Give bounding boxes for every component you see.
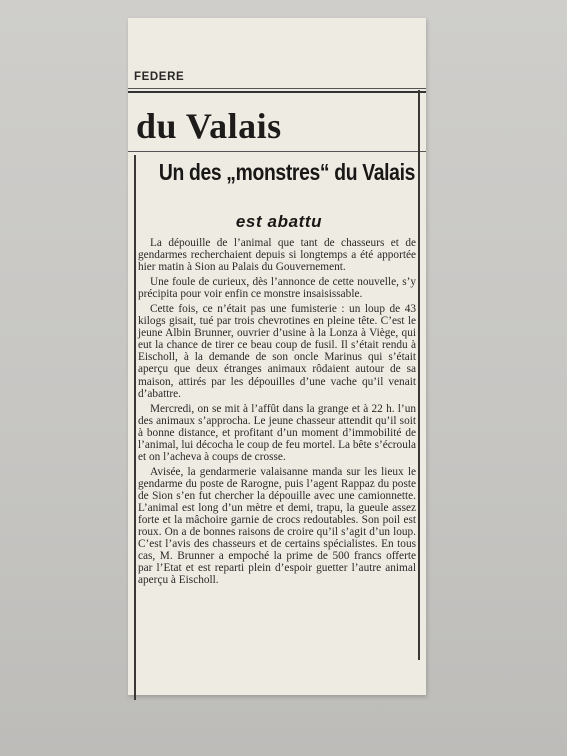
newspaper-clipping xyxy=(128,18,426,695)
paragraph: La dépouille de l’animal que tant de chasseurs et de gendarmes recherchaient depuis si longtemps a été apportée hier matin à Sion au Palais du Gouvernement. xyxy=(138,237,416,274)
masthead-fragment: FEDERE xyxy=(134,71,185,83)
section-rule xyxy=(128,151,426,152)
paragraph: Cette fois, ce n’était pas une fumisterie : un loup de 43 kilogs gisait, tué par trois chevrotines en pleine tête. C’est le jeune Albin Brunner, ouvrier d’usine à la Lonza à Viège, qui eut la chance de tirer ce beau coup de fusil. Il s’était rendu à Eischoll, à la demande de son oncle Marinus qui s’était aperçu que deux étranges animaux rôdaient autour de sa maison, attirés par les dépouilles d’une vache qu’il venait d’abattre. xyxy=(138,303,416,400)
section-title: du Valais xyxy=(136,106,282,146)
masthead-rule xyxy=(128,88,426,89)
column-rule-right xyxy=(418,90,420,660)
article-subhead: est abattu xyxy=(235,212,323,231)
paragraph: Avisée, la gendarmerie valaisanne manda sur les lieux le gendarme du poste de Rarogne, puis l’agent Rappaz du poste de Sion s’en fut chercher la dépouille avec une camionnette. L’animal est long d’un mètre et demi, trapu, la gueule assez forte et la mâchoire garnie de crocs redoutables. Son poil est roux. On a de bonnes raisons de croire qu’il s’agit d’un loup. C’est l’avis des chasseurs et de certains spécialistes. En tous cas, M. Brunner a empoché la prime de 500 francs offerte par l’Etat et est reparti plein d’espoir guetter l’autre animal aperçu à Eischoll. xyxy=(138,465,416,587)
masthead-rule-thick xyxy=(128,91,426,93)
article-body xyxy=(138,237,416,589)
paragraph: Mercredi, on se mit à l’affût dans la grange et à 22 h. l’un des animaux s’approcha. Le jeune chasseur attendit qu’il soit à bonne distance, et profitant d’un moment d’immobilité de l’animal, lui décocha le coup de feu mortel. La bête s’écroula et on l’acheva à coups de crosse. xyxy=(138,402,416,463)
article-headline: Un des „monstres“ du Valais xyxy=(158,159,416,185)
paragraph: Une foule de curieux, dès l’annonce de cette nouvelle, s’y précipita pour voir enfin ce monstre insaisissable. xyxy=(138,276,416,301)
column-rule-left xyxy=(134,155,136,700)
